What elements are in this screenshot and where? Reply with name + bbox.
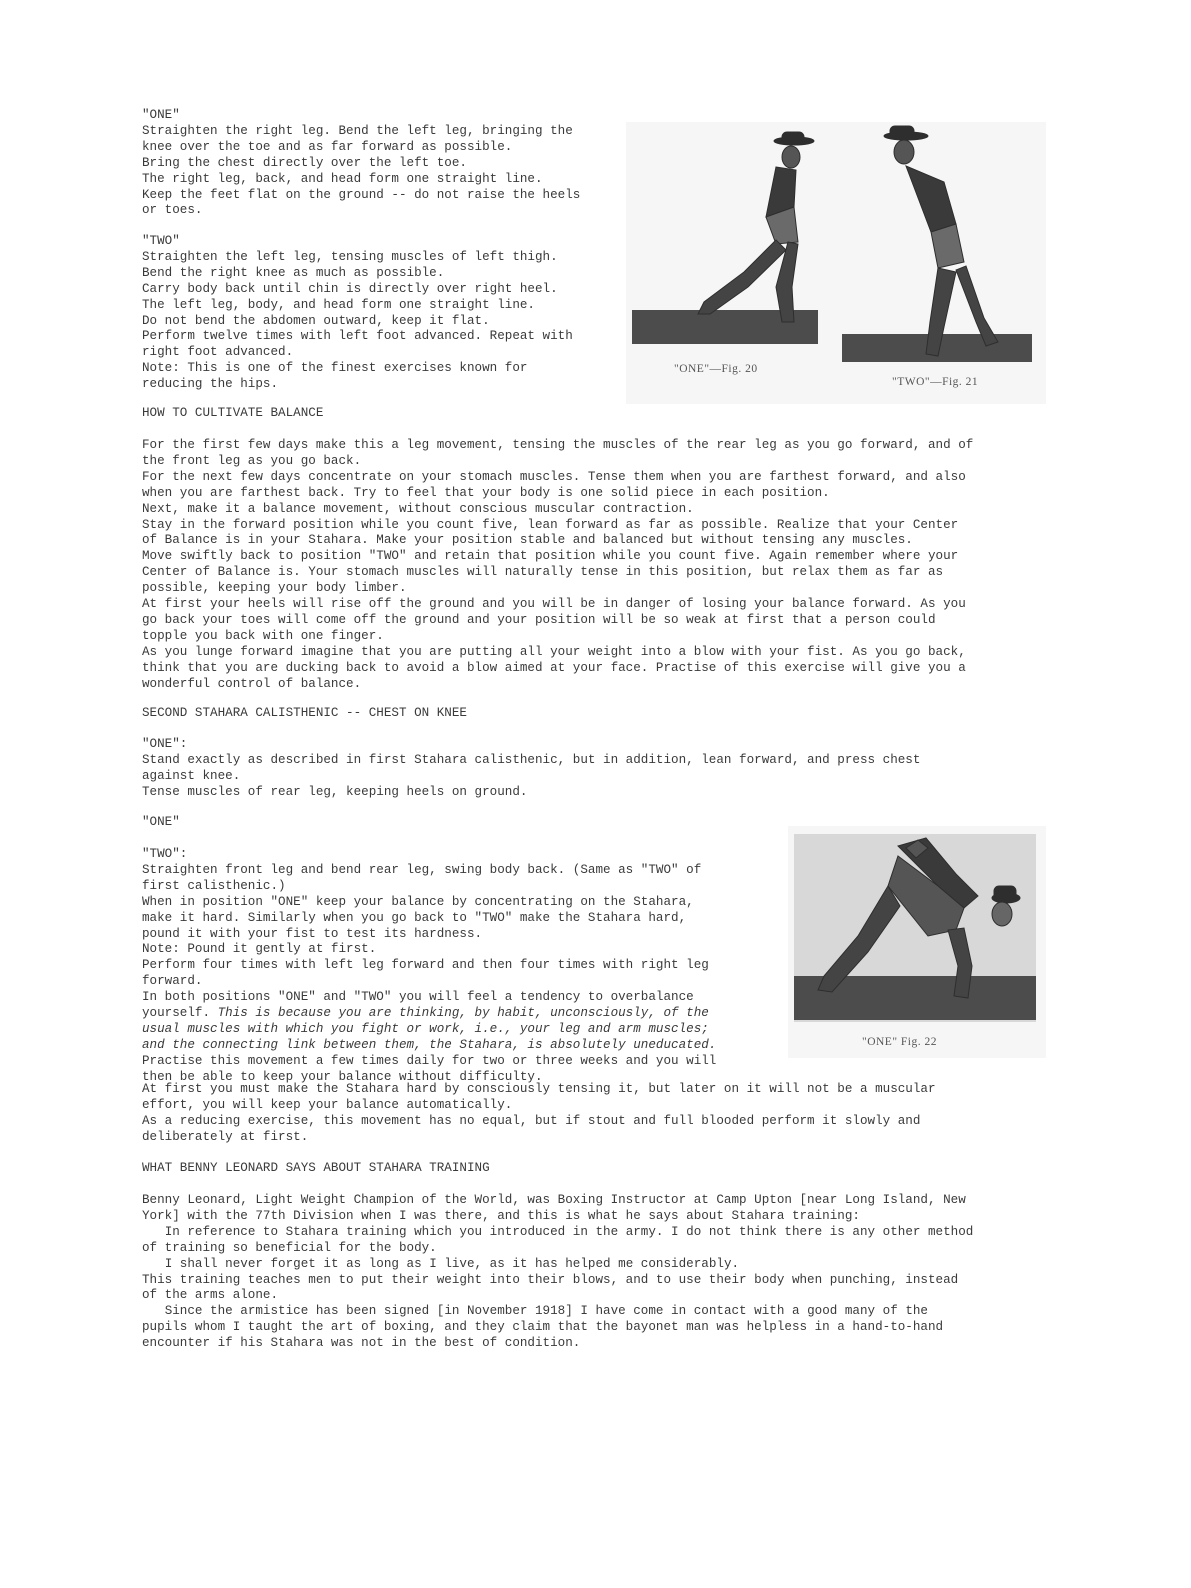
text-after-fig22: At first you must make the Stahara hard by consciously tensing it, but later on it will not be a muscular effort, you will keep your balance automatically. As a reducing exercise, this movement has no equal, but if stout and full blooded perform it slowly and deliberately at first.: [142, 1082, 936, 1144]
exercise-figure-22-image: [788, 826, 1046, 1058]
man-one-fig20: [698, 132, 814, 322]
figure-22-panel: [788, 826, 1046, 1058]
text-two-second-tail: Practise this movement a few times daily for two or three weeks and you will then be able to keep your balance without difficulty.: [142, 1053, 717, 1084]
text-one-second: "ONE": Stand exactly as described in first Stahara calisthenic, but in addition, lean forward, and press chest against knee. Tense muscles of rear leg, keeping heels on ground.: [142, 737, 921, 799]
text-balance: For the first few days make this a leg movement, tensing the muscles of the rear leg as you go forward, and of the front leg as you go back. For the next few days concentrate on your stomach muscles. Tense them when you are farthest forward, and also when you are farthest back. Try to feel that your body is one solid piece in each position. Next, make it a balance movement, without conscious muscular contraction. Stay in the forward position while you count five, lean forward as far as possible. Realize that your Center of Balance is in your Stahara. Make your position stable and balanced but without tensing any muscles. Move swiftly back to position "TWO" and retain that position while you count five. Again remember where your Center of Balance is. Your stomach muscles will naturally tense in this position, but relax them as far as possible, keeping your body limber. At first your heels will rise off the ground and you will be in danger of losing your balance forward. As you go back your toes will come off the ground and your position will be so weak at first that a person could topple you back with one finger. As you lunge forward imagine that you are putting all your weight into a blow with your fist. As you go back, think that you are ducking back to avoid a blow aimed at your face. Practise of this exercise will give you a wonderful control of balance.: [142, 438, 974, 691]
text-two-second-plain: "TWO": Straighten front leg and bend rear leg, swing body back. (Same as "TWO" of first calisthenic.) When in position "ONE" keep your balance by concentrating on the Stahara, make it hard. Similarly when you go back to "TWO" make the Stahara hard, pound it with your fist to test its hardness. Note: Pound it gently at first. Perform four times with left leg forward and then four times with right leg forward. In both positions "ONE" and "TWO" you will feel a tendency to overbalance yourself.: [142, 847, 709, 1021]
heading-cultivate-balance: HOW TO CULTIVATE BALANCE: [142, 406, 324, 420]
text-two-first: "TWO" Straighten the left leg, tensing muscles of left thigh. Bend the right knee as much as possible. Carry body back until chin is directly over right heel. The left leg, body, and head form one straight line. Do not bend the abdomen outward, keep it flat. Perform twelve times with left foot advanced. Repeat with right foot advanced. Note: This is one of the finest exercises known for reducing the hips.: [142, 234, 573, 392]
text-benny-leonard: Benny Leonard, Light Weight Champion of the World, was Boxing Instructor at Camp Upton [near Long Island, New York] with the 77th Division when I was there, and this is what he says about Stahara training: In reference to Stahara training which you introduced in the army. I do not think there is any other method of training so beneficial for the body. I shall never forget it as long as I live, as it has helped me considerably. This training teaches men to put their weight into their blows, and to use their body when punching, instead of the arms alone. Since the armistice has been signed [in November 1918] I have come in contact with a good many of the pupils whom I taught the art of boxing, and they claim that the bayonet man was helpless in a hand-to-hand encounter if his Stahara was not in the best of condition.: [142, 1193, 974, 1351]
text-one-first: "ONE" Straighten the right leg. Bend the left leg, bringing the knee over the toe and as far forward as possible. Bring the chest directly over the left toe. The right leg, back, and head form one straight line. Keep the feet flat on the ground -- do not raise the heels or toes.: [142, 108, 581, 218]
text-two-second-italic: This is because you are thinking, by habit, unconsciously, of the usual muscles with which you fight or work, i.e., your leg and arm muscles; and the connecting link between them, the Stahara, is absolutely uneducated.: [142, 1006, 717, 1052]
text-one-label: "ONE": [142, 815, 180, 829]
heading-benny-leonard: WHAT BENNY LEONARD SAYS ABOUT STAHARA TRAINING: [142, 1161, 490, 1175]
exercise-figures-20-21-image: [626, 122, 1046, 404]
fig22-caption: "ONE" Fig. 22: [862, 1036, 937, 1048]
heading-second-calisthenic: SECOND STAHARA CALISTHENIC -- CHEST ON KNEE: [142, 706, 467, 720]
fig20-caption: "ONE"—Fig. 20: [674, 363, 758, 375]
text-two-second: [142, 847, 782, 1086]
man-two-fig21: [884, 126, 998, 356]
figure-20-21-panel: [626, 122, 1046, 404]
man-chest-on-knee-fig22: [818, 838, 1020, 998]
fig21-caption: "TWO"—Fig. 21: [892, 376, 979, 388]
